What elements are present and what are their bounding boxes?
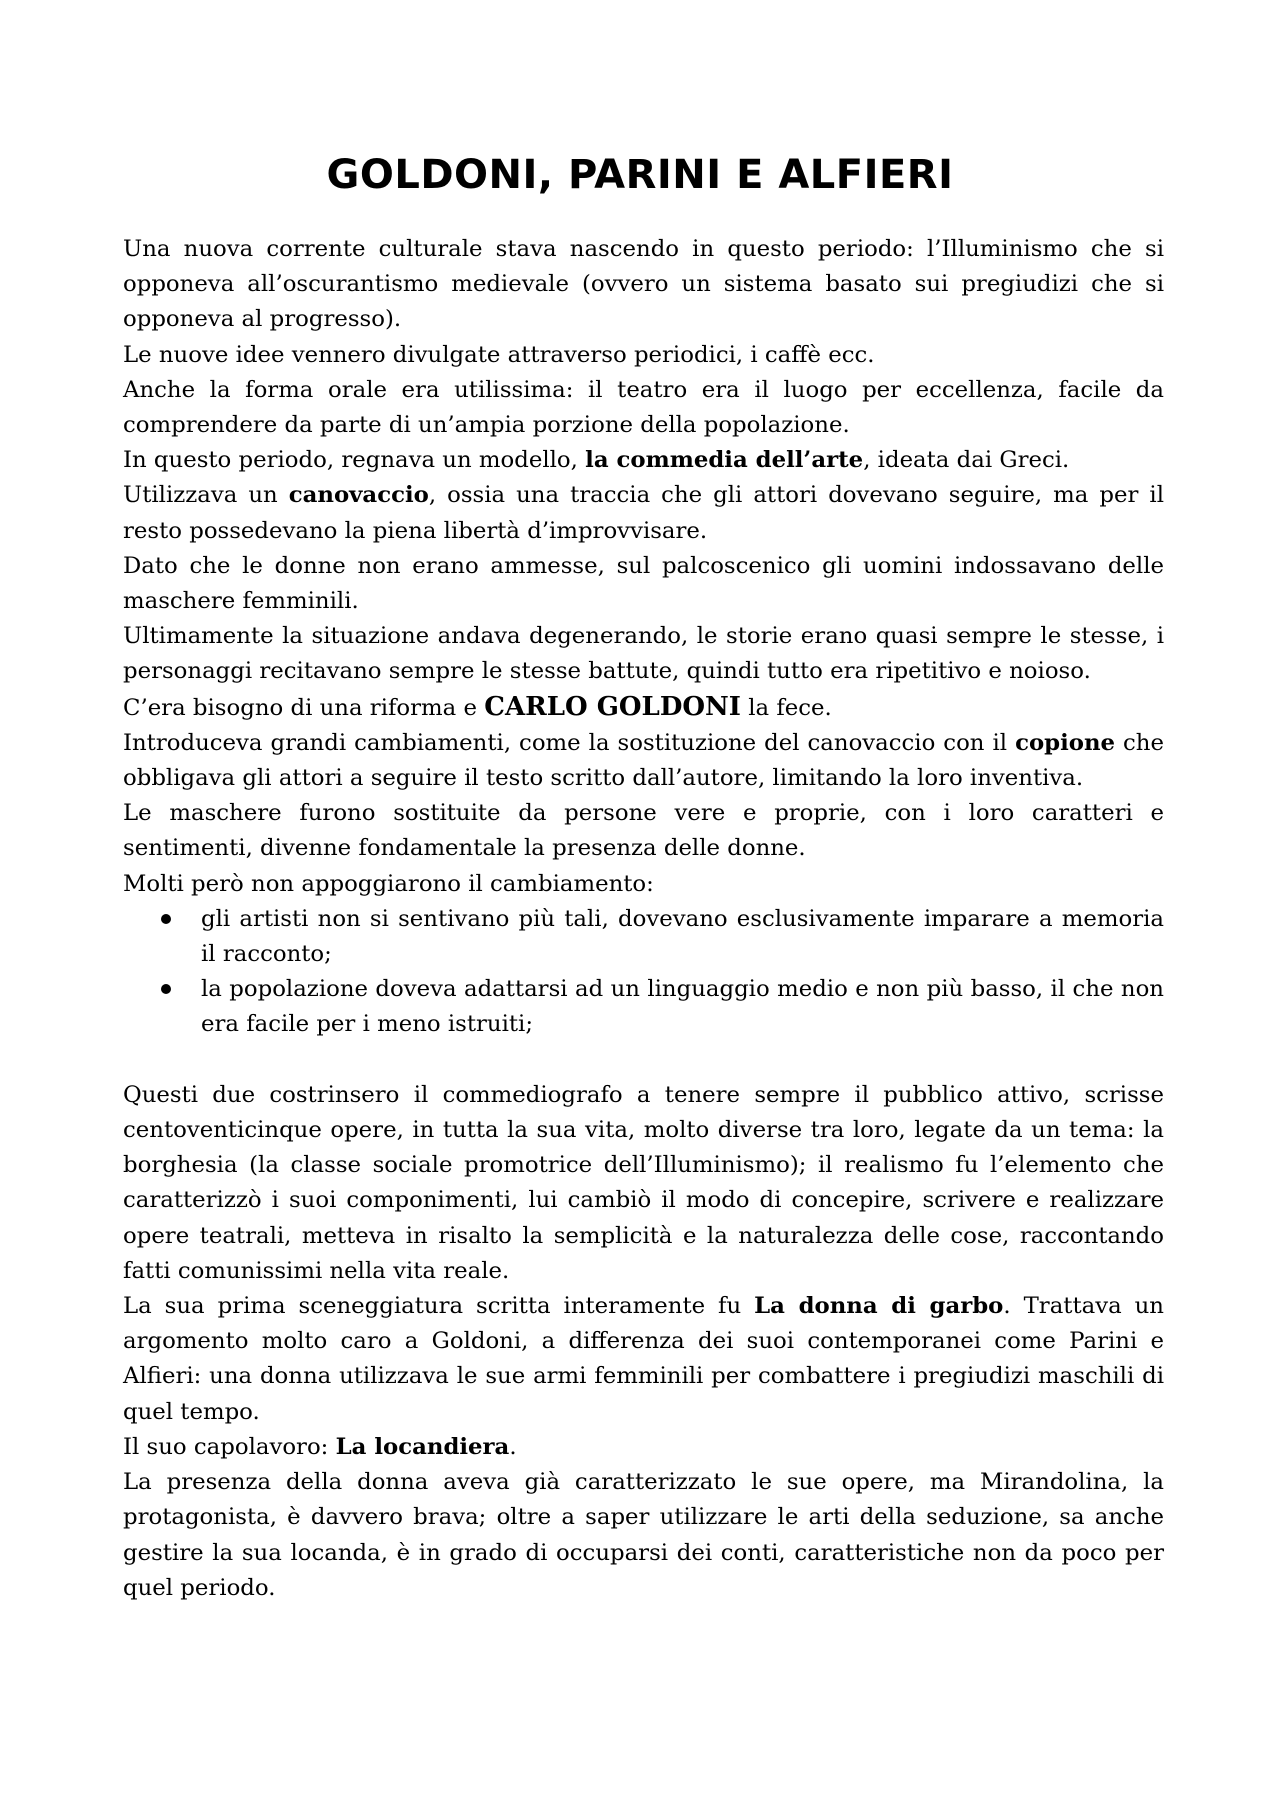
document-body [123, 232, 1164, 1606]
page-title: GOLDONI, PARINI E ALFIERI [326, 152, 954, 198]
paragraph-copione [123, 726, 1164, 796]
paragraph-illuminismo: Una nuova corrente culturale stava nascendo in questo periodo: l’Illuminismo che si opponeva all’oscurantismo medievale (ovvero un sistema basato sui pregiudizi che si opponeva al progresso). [123, 236, 1164, 333]
list-item [123, 902, 1164, 972]
list-item-text: la popolazione doveva adattarsi ad un linguaggio medio e non più basso, il che non era facile per i meno istruiti; [201, 976, 1164, 1038]
bold-text: la commedia dell’arte [585, 447, 864, 474]
text-span: Utilizzava un [123, 482, 289, 509]
text-span: La sua prima sceneggiatura scritta interamente fu [123, 1293, 755, 1320]
text-span: C’era bisogno di una riforma e [123, 694, 485, 721]
text-span: Introduceva grandi cambiamenti, come la sostituzione del canovaccio con il [123, 729, 1016, 756]
text-span: la fece. [740, 694, 832, 721]
paragraph-donna-di-garbo [123, 1289, 1164, 1430]
paragraph-periodici: Le nuove idee vennero divulgate attraverso periodici, i caffè ecc. [123, 341, 875, 368]
paragraph-commedia-arte [123, 443, 1164, 478]
bold-text: CARLO GOLDONI [484, 691, 741, 722]
paragraph-maschere-femminili: Dato che le donne non erano ammesse, sul palcoscenico gli uomini indossavano delle maschere femminili. [123, 552, 1164, 615]
bullet-list [123, 902, 1164, 1043]
text-span: , ossia una traccia che gli attori dovevano seguire, ma per il resto possedevano la piena libertà d’improvvisare. [123, 482, 1165, 544]
text-span: Il suo capolavoro: [123, 1433, 336, 1460]
text-span: che obbligava gli attori a seguire il testo scritto dall’autore, limitando la loro inventiva. [123, 729, 1164, 792]
paragraph-forma-orale: Anche la forma orale era utilissima: il teatro era il luogo per eccellenza, facile da comprendere da parte di un’ampia porzione della popolazione. [123, 376, 1164, 439]
bullet-icon [161, 914, 171, 924]
paragraph-canovaccio [123, 478, 1164, 548]
list-item [123, 972, 1164, 1042]
paragraph-degenerando: Ultimamente la situazione andava degenerando, le storie erano quasi sempre le stesse, i personaggi recitavano sempre le stesse battute, quindi tutto era ripetitivo e noioso. [123, 623, 1164, 685]
text-span: In questo periodo, regnava un modello, [123, 447, 586, 474]
text-span: . [509, 1433, 517, 1460]
bold-text: La donna di garbo [754, 1293, 1004, 1320]
text-span: . Trattava un argomento molto caro a Goldoni, a differenza dei suoi contemporanei come Parini e Alfieri: una donna utilizzava le sue armi femminili per combattere i pregiudizi maschili di quel tempo. [123, 1293, 1164, 1425]
bold-text: canovaccio [288, 482, 429, 509]
text-span: , ideata dai Greci. [863, 447, 1070, 474]
bullet-icon [161, 984, 171, 994]
paragraph-commediografo: Questi due costrinsero il commediografo a tenere sempre il pubblico attivo, scrisse centoventicinque opere, in tutta la sua vita, molto diverse tra loro, legate da un tema: la borghesia (la classe sociale promotrice dell’Illuminismo); il realismo fu l’elemento che caratterizzò i suoi componimenti, lui cambiò il modo di concepire, scrivere e realizzare opere teatrali, metteva in risalto la semplicità e la naturalezza delle cose, raccontando fatti comunissimi nella vita reale. [123, 1081, 1164, 1284]
paragraph-capolavoro [123, 1430, 1164, 1465]
paragraph-molti: Molti però non appoggiarono il cambiamento: [123, 870, 654, 897]
paragraph-persone-vere: Le maschere furono sostituite da persone vere e proprie, con i loro caratteri e sentimenti, divenne fondamentale la presenza delle donne. [123, 800, 1164, 862]
paragraph-riforma [123, 690, 1164, 726]
spacer [123, 1043, 1164, 1078]
bold-text: copione [1015, 729, 1116, 756]
list-item-text: gli artisti non si sentivano più tali, dovevano esclusivamente imparare a memoria il racconto; [201, 905, 1164, 968]
bold-text: La locandiera [335, 1433, 510, 1460]
paragraph-mirandolina: La presenza della donna aveva già caratterizzato le sue opere, ma Mirandolina, la protagonista, è davvero brava; oltre a saper utilizzare le arti della seduzione, sa anche gestire la sua locanda, è in grado di occuparsi dei conti, caratteristiche non da poco per quel periodo. [123, 1469, 1164, 1601]
